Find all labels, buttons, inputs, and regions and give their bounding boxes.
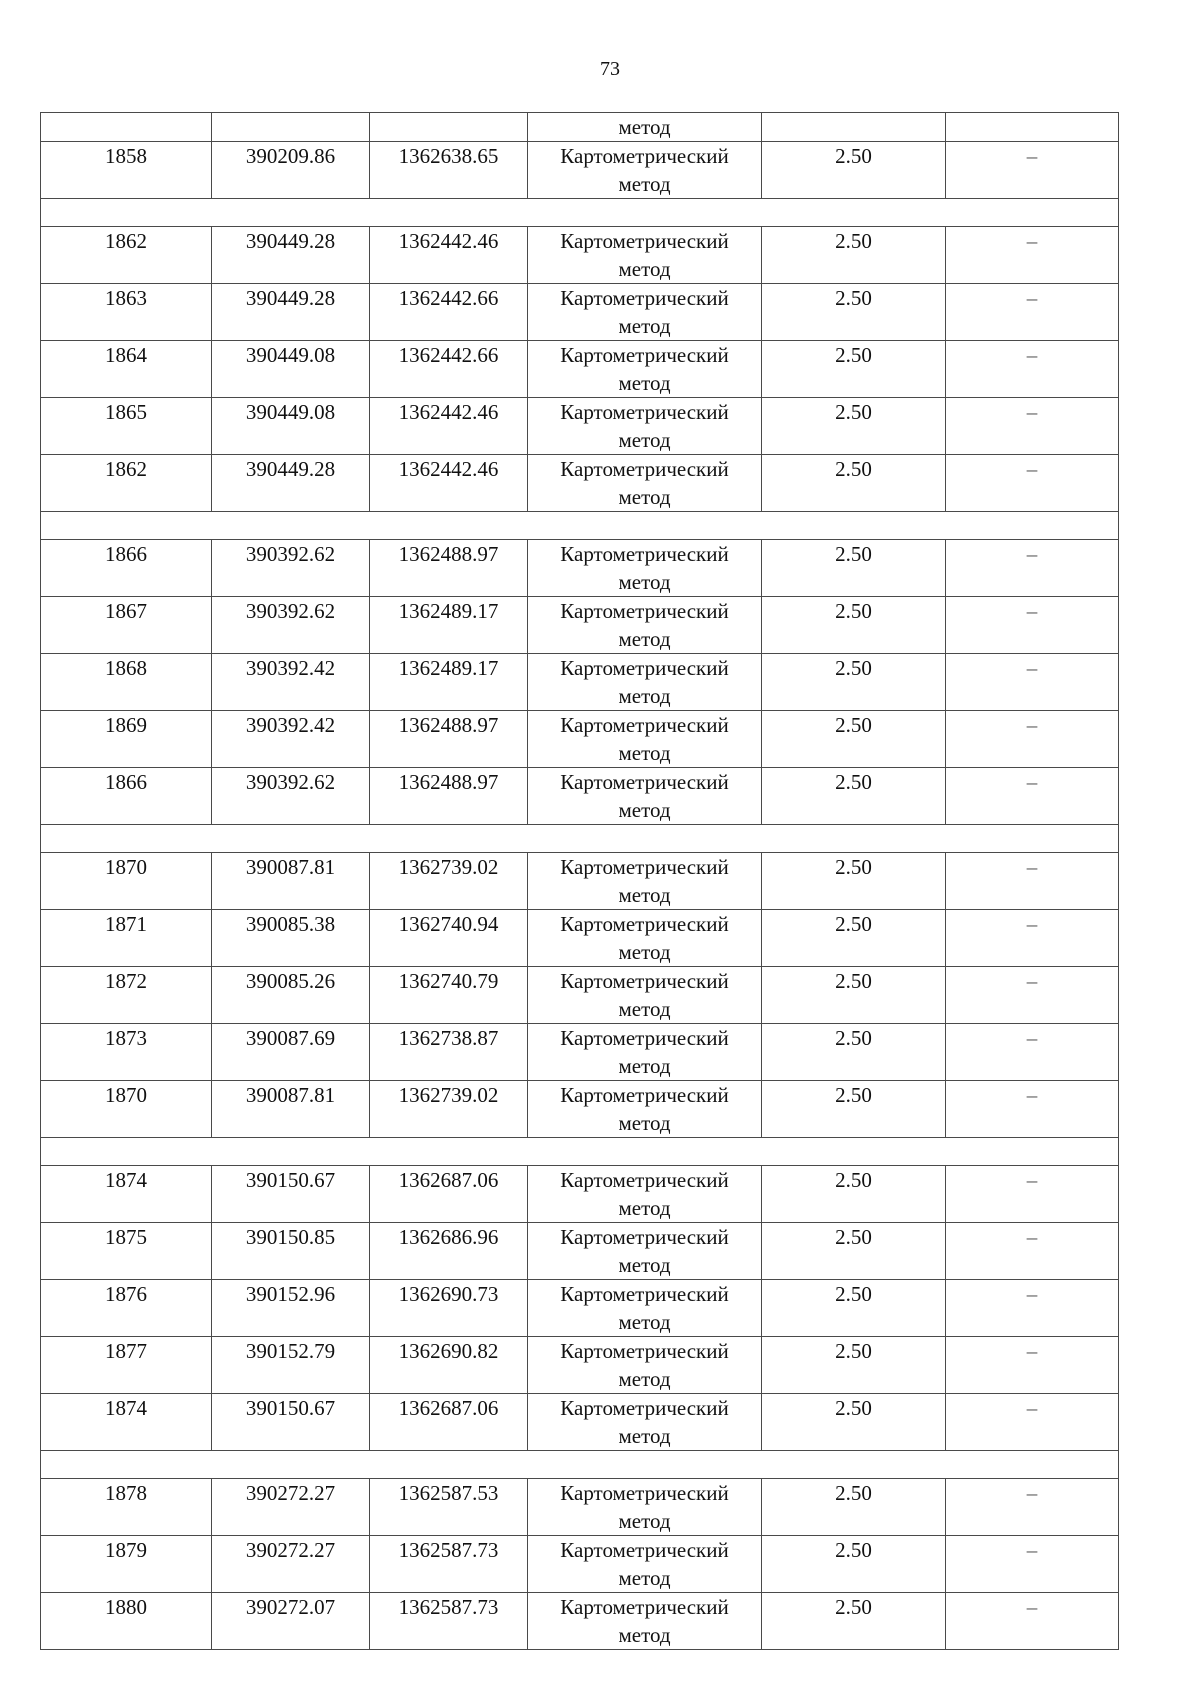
cell-method xyxy=(528,1394,762,1451)
table-body xyxy=(41,113,1119,1650)
cell-y: 1362686.96 xyxy=(370,1223,528,1280)
table-row xyxy=(41,142,1119,199)
cell-description: – xyxy=(946,1223,1119,1280)
cell-accuracy: 2.50 xyxy=(762,1536,946,1593)
cell-description: – xyxy=(946,341,1119,398)
continued-row xyxy=(41,113,1119,142)
cell-x: 390272.27 xyxy=(212,1479,370,1536)
cell-accuracy: 2.50 xyxy=(762,1394,946,1451)
table-row xyxy=(41,853,1119,910)
method-line-1: Картометрический xyxy=(560,229,729,253)
method-line-1: Картометрический xyxy=(560,1339,729,1363)
table-row xyxy=(41,455,1119,512)
table-row xyxy=(41,284,1119,341)
cell-point: 1878 xyxy=(41,1479,212,1536)
cell-x: 390087.81 xyxy=(212,1081,370,1138)
cell-x: 390392.42 xyxy=(212,654,370,711)
cell-point xyxy=(41,113,212,142)
cell-method xyxy=(528,1166,762,1223)
cell-point: 1867 xyxy=(41,597,212,654)
cell-point: 1873 xyxy=(41,1024,212,1081)
cell-method xyxy=(528,711,762,768)
separator-row xyxy=(41,512,1119,540)
cell-point: 1875 xyxy=(41,1223,212,1280)
cell-x: 390085.26 xyxy=(212,967,370,1024)
method-line-2: метод xyxy=(618,1566,671,1590)
cell-y: 1362489.17 xyxy=(370,597,528,654)
cell-description: – xyxy=(946,1394,1119,1451)
cell-point: 1866 xyxy=(41,540,212,597)
cell-accuracy: 2.50 xyxy=(762,341,946,398)
method-line-2: метод xyxy=(618,314,671,338)
method-line-2: метод xyxy=(618,428,671,452)
cell-point: 1862 xyxy=(41,227,212,284)
cell-point: 1870 xyxy=(41,853,212,910)
cell-point: 1870 xyxy=(41,1081,212,1138)
method-line-2: метод xyxy=(618,570,671,594)
cell-description: – xyxy=(946,227,1119,284)
separator-row xyxy=(41,1138,1119,1166)
cell-method xyxy=(528,597,762,654)
cell-x: 390449.08 xyxy=(212,341,370,398)
cell-point: 1862 xyxy=(41,455,212,512)
cell-y: 1362587.73 xyxy=(370,1593,528,1650)
cell-y: 1362638.65 xyxy=(370,142,528,199)
table-row xyxy=(41,1479,1119,1536)
cell-method: метод xyxy=(528,113,762,142)
cell-method xyxy=(528,1536,762,1593)
cell-description: – xyxy=(946,1593,1119,1650)
cell-accuracy: 2.50 xyxy=(762,654,946,711)
method-line-2: метод xyxy=(618,1310,671,1334)
cell-method xyxy=(528,341,762,398)
cell-description: – xyxy=(946,853,1119,910)
cell-y: 1362488.97 xyxy=(370,540,528,597)
cell-point: 1866 xyxy=(41,768,212,825)
method-line-1: Картометрический xyxy=(560,1083,729,1107)
table-row xyxy=(41,1280,1119,1337)
separator-row xyxy=(41,1451,1119,1479)
method-line-2: метод xyxy=(618,1424,671,1448)
table-row xyxy=(41,1081,1119,1138)
method-line-1: Картометрический xyxy=(560,457,729,481)
cell-method xyxy=(528,910,762,967)
cell-description: – xyxy=(946,1081,1119,1138)
cell-y: 1362587.53 xyxy=(370,1479,528,1536)
cell-y: 1362442.66 xyxy=(370,341,528,398)
cell-y: 1362488.97 xyxy=(370,711,528,768)
method-line-1: Картометрический xyxy=(560,599,729,623)
separator-row xyxy=(41,825,1119,853)
method-line-2: метод xyxy=(618,1367,671,1391)
cell-description: – xyxy=(946,910,1119,967)
cell-method xyxy=(528,1024,762,1081)
cell-accuracy: 2.50 xyxy=(762,853,946,910)
cell-x xyxy=(212,113,370,142)
method-line-2: метод xyxy=(618,684,671,708)
cell-method xyxy=(528,1337,762,1394)
method-line-2: метод xyxy=(618,1253,671,1277)
cell-method xyxy=(528,142,762,199)
cell-accuracy: 2.50 xyxy=(762,1593,946,1650)
cell-y: 1362740.94 xyxy=(370,910,528,967)
cell-y: 1362738.87 xyxy=(370,1024,528,1081)
cell-point: 1877 xyxy=(41,1337,212,1394)
cell-y: 1362442.46 xyxy=(370,227,528,284)
method-line-2: метод xyxy=(618,798,671,822)
method-line-2: метод xyxy=(618,741,671,765)
cell-description: – xyxy=(946,142,1119,199)
cell-accuracy: 2.50 xyxy=(762,768,946,825)
method-line-2: метод xyxy=(618,940,671,964)
cell-point: 1869 xyxy=(41,711,212,768)
cell-accuracy: 2.50 xyxy=(762,1337,946,1394)
cell-method xyxy=(528,455,762,512)
cell-accuracy: 2.50 xyxy=(762,910,946,967)
cell-y: 1362690.82 xyxy=(370,1337,528,1394)
method-line-1: Картометрический xyxy=(560,855,729,879)
method-line-2: метод xyxy=(618,1111,671,1135)
method-line-1: Картометрический xyxy=(560,286,729,310)
cell-accuracy: 2.50 xyxy=(762,540,946,597)
cell-x: 390150.67 xyxy=(212,1166,370,1223)
cell-accuracy: 2.50 xyxy=(762,227,946,284)
method-line-2: метод xyxy=(618,172,671,196)
method-line-1: Картометрический xyxy=(560,1396,729,1420)
cell-y: 1362687.06 xyxy=(370,1166,528,1223)
method-line-2: метод xyxy=(618,1509,671,1533)
cell-x: 390449.28 xyxy=(212,455,370,512)
table-row xyxy=(41,711,1119,768)
cell-accuracy: 2.50 xyxy=(762,1024,946,1081)
cell-x: 390272.07 xyxy=(212,1593,370,1650)
cell-y xyxy=(370,113,528,142)
cell-method xyxy=(528,768,762,825)
cell-accuracy: 2.50 xyxy=(762,1223,946,1280)
method-line-2: метод xyxy=(618,627,671,651)
cell-point: 1868 xyxy=(41,654,212,711)
method-line-2: метод xyxy=(618,1623,671,1647)
method-line-2: метод xyxy=(618,1054,671,1078)
cell-method xyxy=(528,284,762,341)
cell-method xyxy=(528,654,762,711)
cell-x: 390150.67 xyxy=(212,1394,370,1451)
cell-x: 390150.85 xyxy=(212,1223,370,1280)
cell-point: 1863 xyxy=(41,284,212,341)
method-line-2: метод xyxy=(618,485,671,509)
cell-y: 1362587.73 xyxy=(370,1536,528,1593)
table-row xyxy=(41,768,1119,825)
cell-y: 1362739.02 xyxy=(370,853,528,910)
cell-accuracy: 2.50 xyxy=(762,1166,946,1223)
cell-accuracy: 2.50 xyxy=(762,597,946,654)
separator-cell xyxy=(41,1138,1119,1166)
table-row xyxy=(41,654,1119,711)
cell-point: 1874 xyxy=(41,1166,212,1223)
cell-y: 1362442.46 xyxy=(370,398,528,455)
cell-accuracy: 2.50 xyxy=(762,284,946,341)
cell-y: 1362488.97 xyxy=(370,768,528,825)
cell-method xyxy=(528,1223,762,1280)
method-line-1: Картометрический xyxy=(560,1595,729,1619)
cell-accuracy: 2.50 xyxy=(762,398,946,455)
cell-description: – xyxy=(946,455,1119,512)
cell-y: 1362489.17 xyxy=(370,654,528,711)
separator-cell xyxy=(41,512,1119,540)
cell-description: – xyxy=(946,284,1119,341)
cell-y: 1362442.66 xyxy=(370,284,528,341)
cell-point: 1872 xyxy=(41,967,212,1024)
method-line-1: Картометрический xyxy=(560,1538,729,1562)
table-row xyxy=(41,1536,1119,1593)
cell-y: 1362690.73 xyxy=(370,1280,528,1337)
table-row xyxy=(41,398,1119,455)
cell-method xyxy=(528,540,762,597)
cell-description: – xyxy=(946,1280,1119,1337)
separator-row xyxy=(41,199,1119,227)
method-line-2: метод xyxy=(618,371,671,395)
cell-point: 1858 xyxy=(41,142,212,199)
cell-description: – xyxy=(946,967,1119,1024)
method-line-1: Картометрический xyxy=(560,770,729,794)
cell-description: – xyxy=(946,1479,1119,1536)
table-row xyxy=(41,227,1119,284)
method-line-1: Картометрический xyxy=(560,1481,729,1505)
cell-point: 1864 xyxy=(41,341,212,398)
cell-description: – xyxy=(946,540,1119,597)
cell-y: 1362687.06 xyxy=(370,1394,528,1451)
separator-cell xyxy=(41,199,1119,227)
method-line-1: Картометрический xyxy=(560,1225,729,1249)
method-line-1: Картометрический xyxy=(560,1168,729,1192)
cell-x: 390209.86 xyxy=(212,142,370,199)
cell-x: 390449.28 xyxy=(212,227,370,284)
cell-accuracy: 2.50 xyxy=(762,1081,946,1138)
cell-accuracy: 2.50 xyxy=(762,967,946,1024)
cell-y: 1362442.46 xyxy=(370,455,528,512)
method-line-1: Картометрический xyxy=(560,1282,729,1306)
cell-accuracy: 2.50 xyxy=(762,1479,946,1536)
cell-method xyxy=(528,1081,762,1138)
table-row xyxy=(41,597,1119,654)
cell-method xyxy=(528,398,762,455)
cell-x: 390085.38 xyxy=(212,910,370,967)
cell-accuracy: 2.50 xyxy=(762,1280,946,1337)
table-row xyxy=(41,341,1119,398)
cell-method xyxy=(528,1479,762,1536)
table-row xyxy=(41,1337,1119,1394)
cell-method xyxy=(528,1593,762,1650)
cell-description: – xyxy=(946,654,1119,711)
method-line-1: Картометрический xyxy=(560,542,729,566)
table-row xyxy=(41,910,1119,967)
cell-y: 1362739.02 xyxy=(370,1081,528,1138)
coordinates-table xyxy=(40,112,1119,1650)
cell-description: – xyxy=(946,768,1119,825)
separator-cell xyxy=(41,825,1119,853)
cell-description xyxy=(946,113,1119,142)
table-row xyxy=(41,540,1119,597)
table-row xyxy=(41,1024,1119,1081)
cell-description: – xyxy=(946,597,1119,654)
cell-accuracy: 2.50 xyxy=(762,711,946,768)
cell-point: 1880 xyxy=(41,1593,212,1650)
cell-method xyxy=(528,853,762,910)
cell-accuracy xyxy=(762,113,946,142)
method-line-2: метод xyxy=(618,1196,671,1220)
cell-description: – xyxy=(946,398,1119,455)
method-line-1: Картометрический xyxy=(560,1026,729,1050)
cell-method xyxy=(528,967,762,1024)
cell-x: 390392.62 xyxy=(212,540,370,597)
cell-x: 390449.28 xyxy=(212,284,370,341)
method-line-2: метод xyxy=(618,883,671,907)
cell-accuracy: 2.50 xyxy=(762,455,946,512)
cell-point: 1876 xyxy=(41,1280,212,1337)
table-row xyxy=(41,967,1119,1024)
cell-x: 390152.96 xyxy=(212,1280,370,1337)
cell-y: 1362740.79 xyxy=(370,967,528,1024)
method-line-1: Картометрический xyxy=(560,400,729,424)
cell-accuracy: 2.50 xyxy=(762,142,946,199)
table-row xyxy=(41,1394,1119,1451)
method-line-2: метод xyxy=(618,997,671,1021)
cell-method xyxy=(528,227,762,284)
method-line-1: Картометрический xyxy=(560,144,729,168)
table-row xyxy=(41,1223,1119,1280)
cell-x: 390087.69 xyxy=(212,1024,370,1081)
method-line-1: Картометрический xyxy=(560,912,729,936)
cell-description: – xyxy=(946,711,1119,768)
cell-x: 390152.79 xyxy=(212,1337,370,1394)
cell-point: 1865 xyxy=(41,398,212,455)
cell-x: 390392.42 xyxy=(212,711,370,768)
cell-x: 390392.62 xyxy=(212,768,370,825)
cell-x: 390449.08 xyxy=(212,398,370,455)
cell-description: – xyxy=(946,1166,1119,1223)
cell-description: – xyxy=(946,1536,1119,1593)
method-line-1: Картометрический xyxy=(560,713,729,737)
method-line-2: метод xyxy=(618,257,671,281)
separator-cell xyxy=(41,1451,1119,1479)
method-line-1: Картометрический xyxy=(560,969,729,993)
table-row xyxy=(41,1166,1119,1223)
cell-description: – xyxy=(946,1337,1119,1394)
cell-point: 1874 xyxy=(41,1394,212,1451)
page-number: 73 xyxy=(600,58,620,80)
cell-point: 1879 xyxy=(41,1536,212,1593)
table-row xyxy=(41,1593,1119,1650)
method-line-1: Картометрический xyxy=(560,656,729,680)
cell-description: – xyxy=(946,1024,1119,1081)
cell-method xyxy=(528,1280,762,1337)
method-line-1: Картометрический xyxy=(560,343,729,367)
cell-point: 1871 xyxy=(41,910,212,967)
cell-x: 390087.81 xyxy=(212,853,370,910)
cell-x: 390272.27 xyxy=(212,1536,370,1593)
cell-x: 390392.62 xyxy=(212,597,370,654)
